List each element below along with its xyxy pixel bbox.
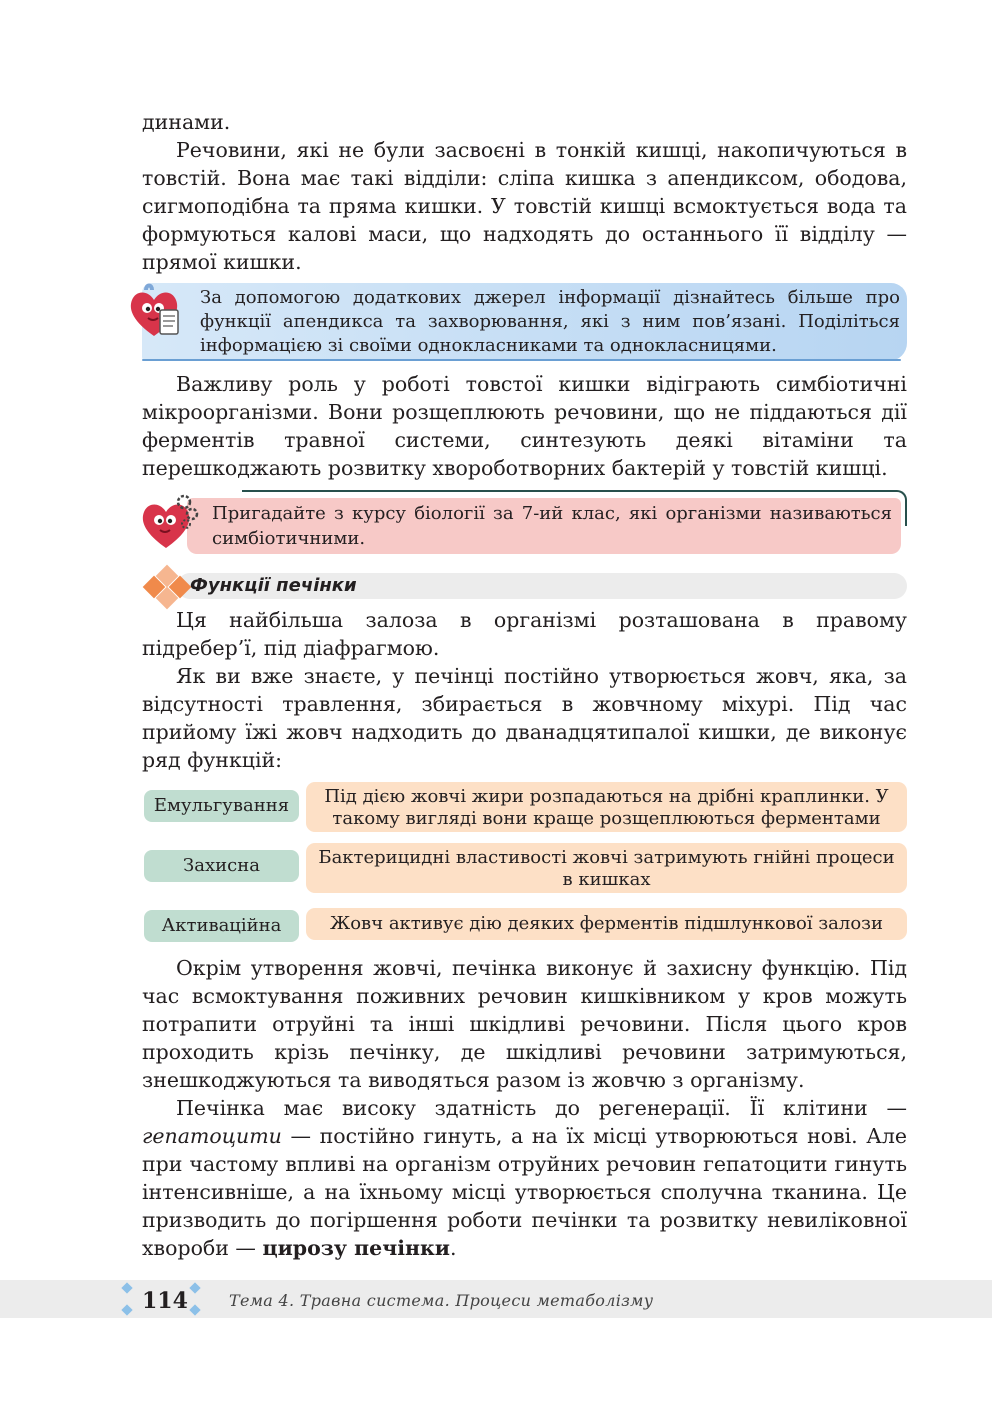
running-title: Тема 4. Травна система. Процеси метаболізму <box>229 1291 654 1310</box>
paragraph-bile: Як ви вже знаєте, у печінці постійно утворюється жовч, яка, за відсутності травлення, збирається в жовчному міхурі. Під час прийому їжі жовч надходить до дванадцятипалої кишки, де виконує ряд функцій: <box>142 664 907 772</box>
research-callout-text: За допомогою додаткових джерел інформації дізнайтесь більше про функції апендикса та захворювання, які з ним пов’язані. Поділіться інформацією зі своїми однокласниками та однокласницями. <box>200 287 900 356</box>
recall-callout-text: Пригадайте з курсу біології за 7-ий клас, які організми називаються симбіотичними. <box>212 503 892 549</box>
section-header <box>142 570 907 600</box>
function-description: Жовч активує дію деяких ферментів підшлункової залози <box>306 908 907 940</box>
function-row <box>142 843 907 893</box>
page-number: 114 <box>142 1288 188 1314</box>
paragraph-continuation: динами. <box>142 110 231 134</box>
term-hepatocytes: гепатоцити <box>142 1124 282 1148</box>
function-label: Захисна <box>144 850 299 882</box>
recall-callout-topline <box>242 490 897 492</box>
research-callout-underline <box>142 359 901 361</box>
heart-mascot-gears-icon <box>138 492 202 552</box>
paragraph-symbiotic: Важливу роль у роботі товстої кишки відіграють симбіотичні мікроорганізми. Вони розщеплюють речовини, що не піддаються дії ферментів травної системи, синтезують деякі вітаміни та перешкоджають розвитку хвороботворних бактерій у товстій кишці. <box>142 372 907 480</box>
recall-callout <box>142 490 907 554</box>
paragraph-regeneration <box>142 1094 907 1262</box>
function-label: Емульгування <box>144 790 299 822</box>
function-row <box>142 782 907 832</box>
section-title: Функції печінки <box>190 575 357 596</box>
heart-mascot-clipboard-icon <box>124 282 184 342</box>
term-cirrhosis: цирозу печінки <box>262 1236 451 1260</box>
paragraph-large-intestine: Речовини, які не були засвоєні в тонкій кишці, накопичуються в товстій. Вона має такі відділи: сліпа кишка з апендиксом, ободова, сигмоподібна та пряма кишки. У товстій кишці всмоктується вода та формуються калові маси, що надходять до останнього її відділу — прямої кишки. <box>142 138 907 274</box>
function-description: Бактерицидні властивості жовчі затримують гнійні процеси в кишках <box>306 843 907 893</box>
paragraph-liver-location: Ця найбільша залоза в організмі розташована в правому підребер’ї, під діафрагмою. <box>142 608 907 660</box>
regeneration-text: . <box>450 1236 457 1260</box>
function-label: Активаційна <box>144 910 299 942</box>
function-description: Під дією жовчі жири розпадаються на дрібні краплинки. У такому вигляді вони краще розщеплюються ферментами <box>306 782 907 832</box>
function-row <box>142 908 907 944</box>
regeneration-text: — постійно гинуть, а на їх місці утворюються нові. Але при частому впливі на організм отруйних речовин гепатоцити гинуть інтенсивніше, а на їхньому місці утворюється сполучна тканина. Це призводить до погіршення роботи печінки та розвитку невиліковної хвороби — <box>142 1124 907 1260</box>
research-callout <box>142 283 907 361</box>
paragraph-protective: Окрім утворення жовчі, печінка виконує й захисну функцію. Під час всмоктування поживних речовин кишківником у кров можуть потрапити отруйні та інші шкідливі речовини. Після цього кров проходить крізь печінку, де шкідливі речовини затримуються, знешкоджуються та виводяться разом із жовчю з організму. <box>142 956 907 1092</box>
regeneration-text: Печінка має високу здатність до регенерації. Її клітини — <box>176 1096 907 1120</box>
